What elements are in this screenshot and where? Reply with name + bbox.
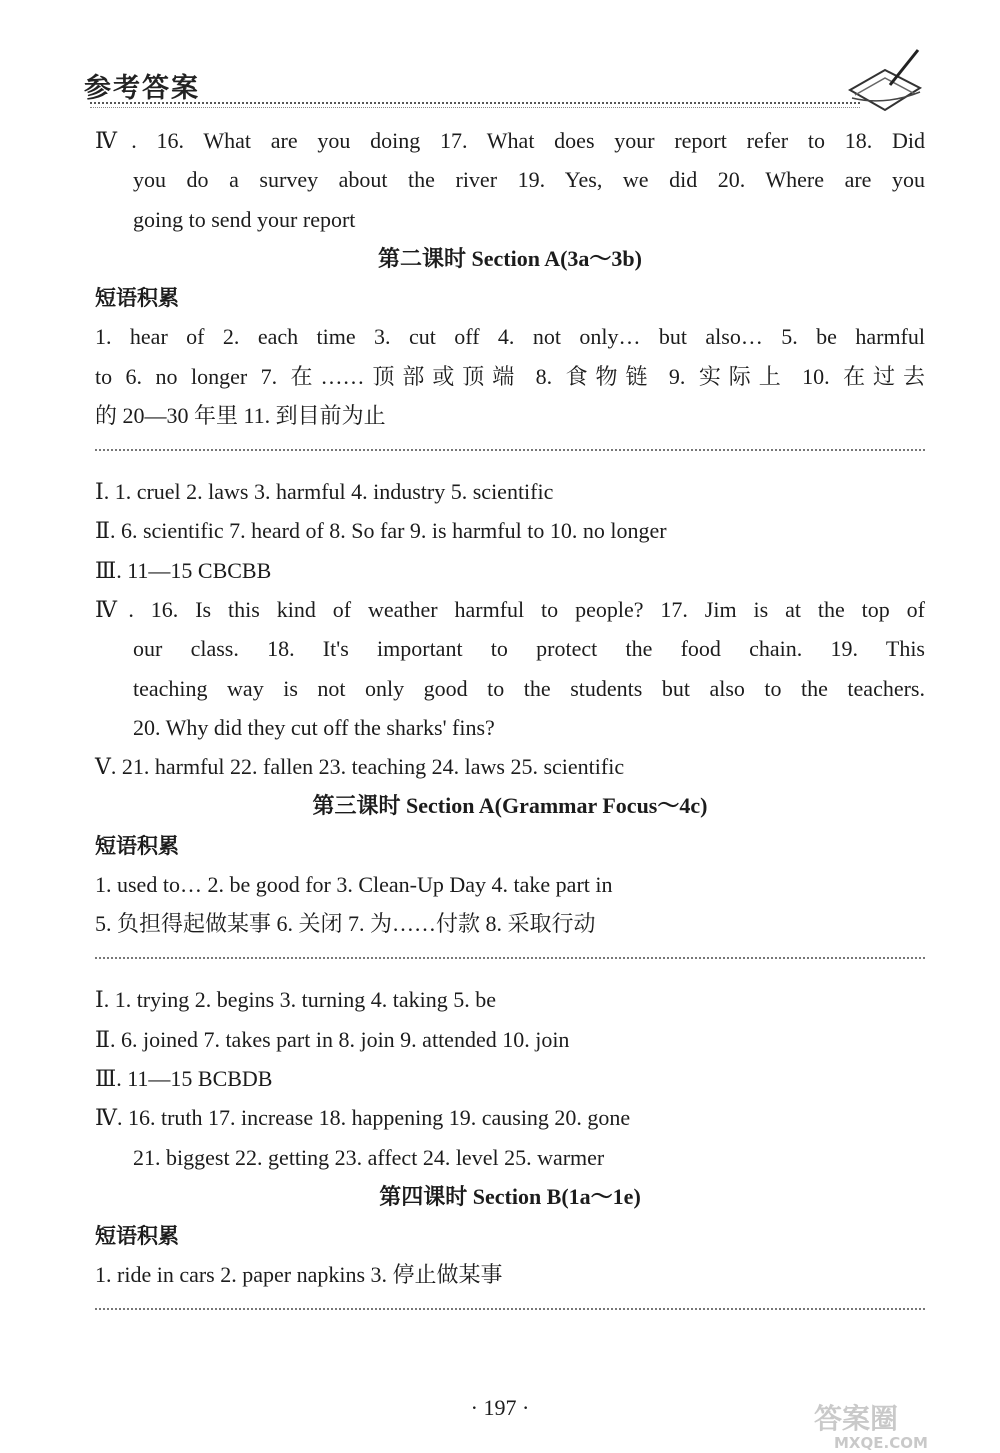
watermark-logo — [794, 1398, 994, 1450]
answer-line: 1. hear of 2. each time 3. cut off 4. not only… but also… 5. be harmful — [95, 324, 925, 350]
answer-line: Ⅳ. 16. What are you doing 17. What does your report refer to 18. Did — [95, 128, 925, 153]
page-number: · 197 · — [470, 1395, 530, 1420]
answer-line: Ⅰ. 1. cruel 2. laws 3. harmful 4. industry 5. scientific — [95, 479, 554, 505]
header-divider — [90, 102, 860, 104]
header-title: 参考答案 — [84, 73, 200, 104]
answer-line: 1. ride in cars 2. paper napkins 3. 停止做某事 — [95, 1262, 503, 1288]
answer-line: 5. 负担得起做某事 6. 关闭 7. 为……付款 8. 采取行动 — [95, 911, 596, 937]
answer-line: you do a survey about the river 19. Yes, we did 20. Where are you — [133, 167, 925, 193]
lesson-title: 第三课时 Section A(Grammar Focus～4c) — [312, 793, 708, 819]
answer-line: Ⅲ. 11—15 CBCBB — [95, 557, 272, 583]
answer-line: Ⅲ. 11—15 BCBDB — [95, 1065, 273, 1091]
answer-line: 21. biggest 22. getting 23. affect 24. level 25. warmer — [133, 1144, 605, 1170]
answer-line: 的 20—30 年里 11. 到目前为止 — [95, 403, 386, 429]
section-heading: 短语积累 — [95, 833, 179, 858]
answer-line: Ⅳ. 16. Is this kind of weather harmful to people? 17. Jim is at the top of — [95, 596, 925, 622]
answer-content — [95, 128, 925, 1338]
notebook-pen-icon — [840, 40, 930, 120]
answer-line: teaching way is not only good to the students but also to the teachers. — [133, 675, 925, 701]
section-heading: 短语积累 — [95, 286, 179, 311]
answer-line: Ⅱ. 6. scientific 7. heard of 8. So far 9. is harmful to 10. no longer — [95, 518, 667, 544]
answer-line: Ⅰ. 1. trying 2. begins 3. turning 4. taking 5. be — [95, 987, 496, 1013]
page-header — [80, 62, 930, 112]
header-divider-secondary — [90, 107, 860, 108]
dotted-separator — [95, 957, 925, 959]
answer-line: 20. Why did they cut off the sharks' fins? — [133, 714, 495, 740]
answer-line: Ⅱ. 6. joined 7. takes part in 8. join 9. attended 10. join — [95, 1026, 570, 1052]
section-heading: 短语积累 — [95, 1224, 179, 1249]
answer-line: our class. 18. It's important to protect the food chain. 19. This — [133, 636, 925, 662]
watermark-sub: MXQE.COM — [834, 1434, 928, 1450]
lesson-title: 第四课时 Section B(1a～1e) — [379, 1183, 641, 1209]
answer-line: going to send your report — [133, 206, 356, 232]
answer-line: Ⅴ. 21. harmful 22. fallen 23. teaching 24. laws 25. scientific — [95, 754, 625, 780]
lesson-title: 第二课时 Section A(3a～3b) — [377, 245, 642, 271]
dotted-separator — [95, 1308, 925, 1310]
answer-line: to 6. no longer 7. 在……顶部或顶端 8. 食物链 9. 实际上 10. 在过去 — [95, 363, 925, 389]
dotted-separator — [95, 449, 925, 451]
watermark-text: 答案圈 — [814, 1402, 899, 1435]
answer-line: 1. used to… 2. be good for 3. Clean-Up Day 4. take part in — [95, 872, 613, 898]
answer-line: Ⅳ. 16. truth 17. increase 18. happening 19. causing 20. gone — [95, 1105, 631, 1131]
